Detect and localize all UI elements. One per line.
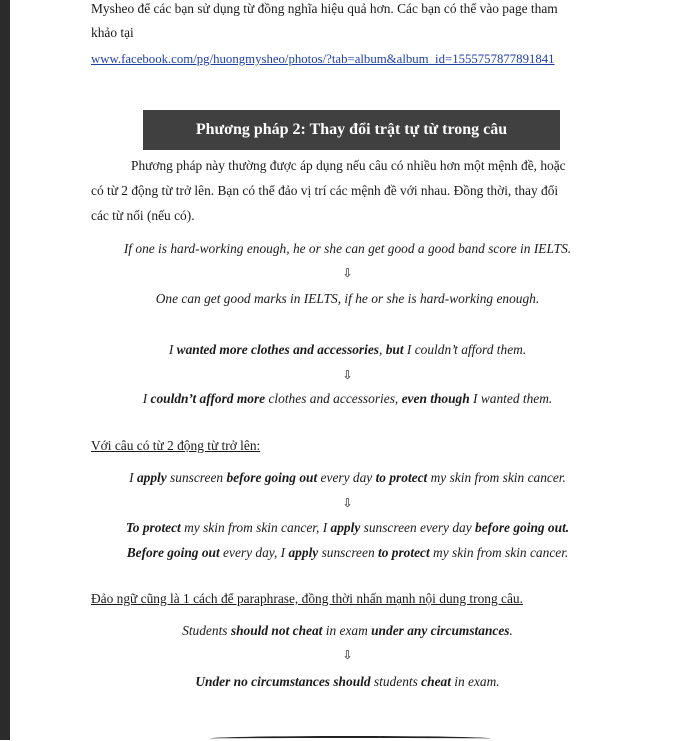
bold-phrase: before going out [226,470,318,485]
subheading-two-verbs: Với câu có từ 2 động từ trở lên: [91,438,261,453]
section-heading-banner: Phương pháp 2: Thay đổi trật tự từ trong câu [143,110,560,150]
example3-original [10,469,685,487]
text-run: I [142,391,151,406]
text-run: Students [182,623,231,638]
example4-original [10,622,685,640]
method-paragraph-line-2: có từ 2 động từ trở lên. Bạn có thể đảo vị trí các mệnh đề với nhau. Đồng thời, thay đổi [91,183,559,198]
text-run: . [509,623,513,638]
down-arrow-icon: ⇩ [342,368,353,382]
text-run: , [378,342,386,357]
text-run: in exam [322,623,372,638]
bold-phrase: To protect [125,520,181,535]
bold-phrase: but [385,342,404,357]
text-run: every day, I [219,545,289,560]
bold-phrase: apply [288,545,319,560]
bold-phrase: Under no circumstances should [195,674,371,689]
method-paragraph-line-1: Phương pháp này thường được áp dụng nếu câu có nhiều hơn một mệnh đề, hoặc [131,158,566,173]
down-arrow-icon: ⇩ [342,266,353,280]
intro-line-2: khảo tại [91,25,134,40]
bold-phrase: before going out. [475,520,570,535]
example1-original: If one is hard-working enough, he or she can get good a good band score in IELTS. [123,241,572,256]
document-page [10,0,685,740]
text-run: clothes and accessories, [265,391,402,406]
bold-phrase: should not cheat [230,623,323,638]
example2-original [10,341,685,359]
facebook-album-link[interactable]: www.facebook.com/pg/huongmysheo/photos/?tab=album&album_id=1555757877891841 [91,52,555,66]
bold-phrase: under any circumstances [371,623,510,638]
subheading-inversion: Đảo ngữ cũng là 1 cách để paraphrase, đồng thời nhấn mạnh nội dung trong câu. [91,591,523,606]
text-run: my skin from skin cancer. [427,470,566,485]
text-run: my skin from skin cancer, I [180,520,331,535]
down-arrow-icon: ⇩ [342,496,353,510]
text-run: I couldn’t afford them. [403,342,527,357]
text-run: I [129,470,137,485]
method-paragraph-line-3: các từ nối (nếu có). [91,208,195,223]
text-run: sunscreen every day [360,520,476,535]
text-run: I [168,342,177,357]
example2-rewritten [10,390,685,408]
bold-phrase: to protect [375,470,428,485]
text-run: I wanted them. [469,391,553,406]
example3-rewritten-a [10,519,685,537]
bold-phrase: to protect [377,545,430,560]
bold-phrase: apply [330,520,361,535]
bold-phrase: Before going out [126,545,220,560]
text-run: students [370,674,422,689]
adjacent-page-strip [0,0,10,740]
example1-rewritten: One can get good marks in IELTS, if he or she is hard-working enough. [155,291,540,306]
intro-line-1: Mysheo để các bạn sử dụng từ đồng nghĩa hiệu quả hơn. Các bạn có thể vào page tham [91,1,558,16]
bold-phrase: apply [136,470,167,485]
text-run: in exam. [450,674,500,689]
text-run: my skin from skin cancer. [429,545,569,560]
bold-phrase: wanted more clothes and accessories [176,342,379,357]
down-arrow-icon: ⇩ [342,648,353,662]
page-bottom-divider [210,736,490,741]
text-run: sunscreen [318,545,378,560]
bold-phrase: even though [401,391,470,406]
bold-phrase: cheat [421,674,451,689]
bold-phrase: couldn’t afford more [150,391,266,406]
example4-rewritten [10,673,685,691]
text-run: every day [317,470,376,485]
example3-rewritten-b [10,544,685,562]
text-run: sunscreen [166,470,227,485]
